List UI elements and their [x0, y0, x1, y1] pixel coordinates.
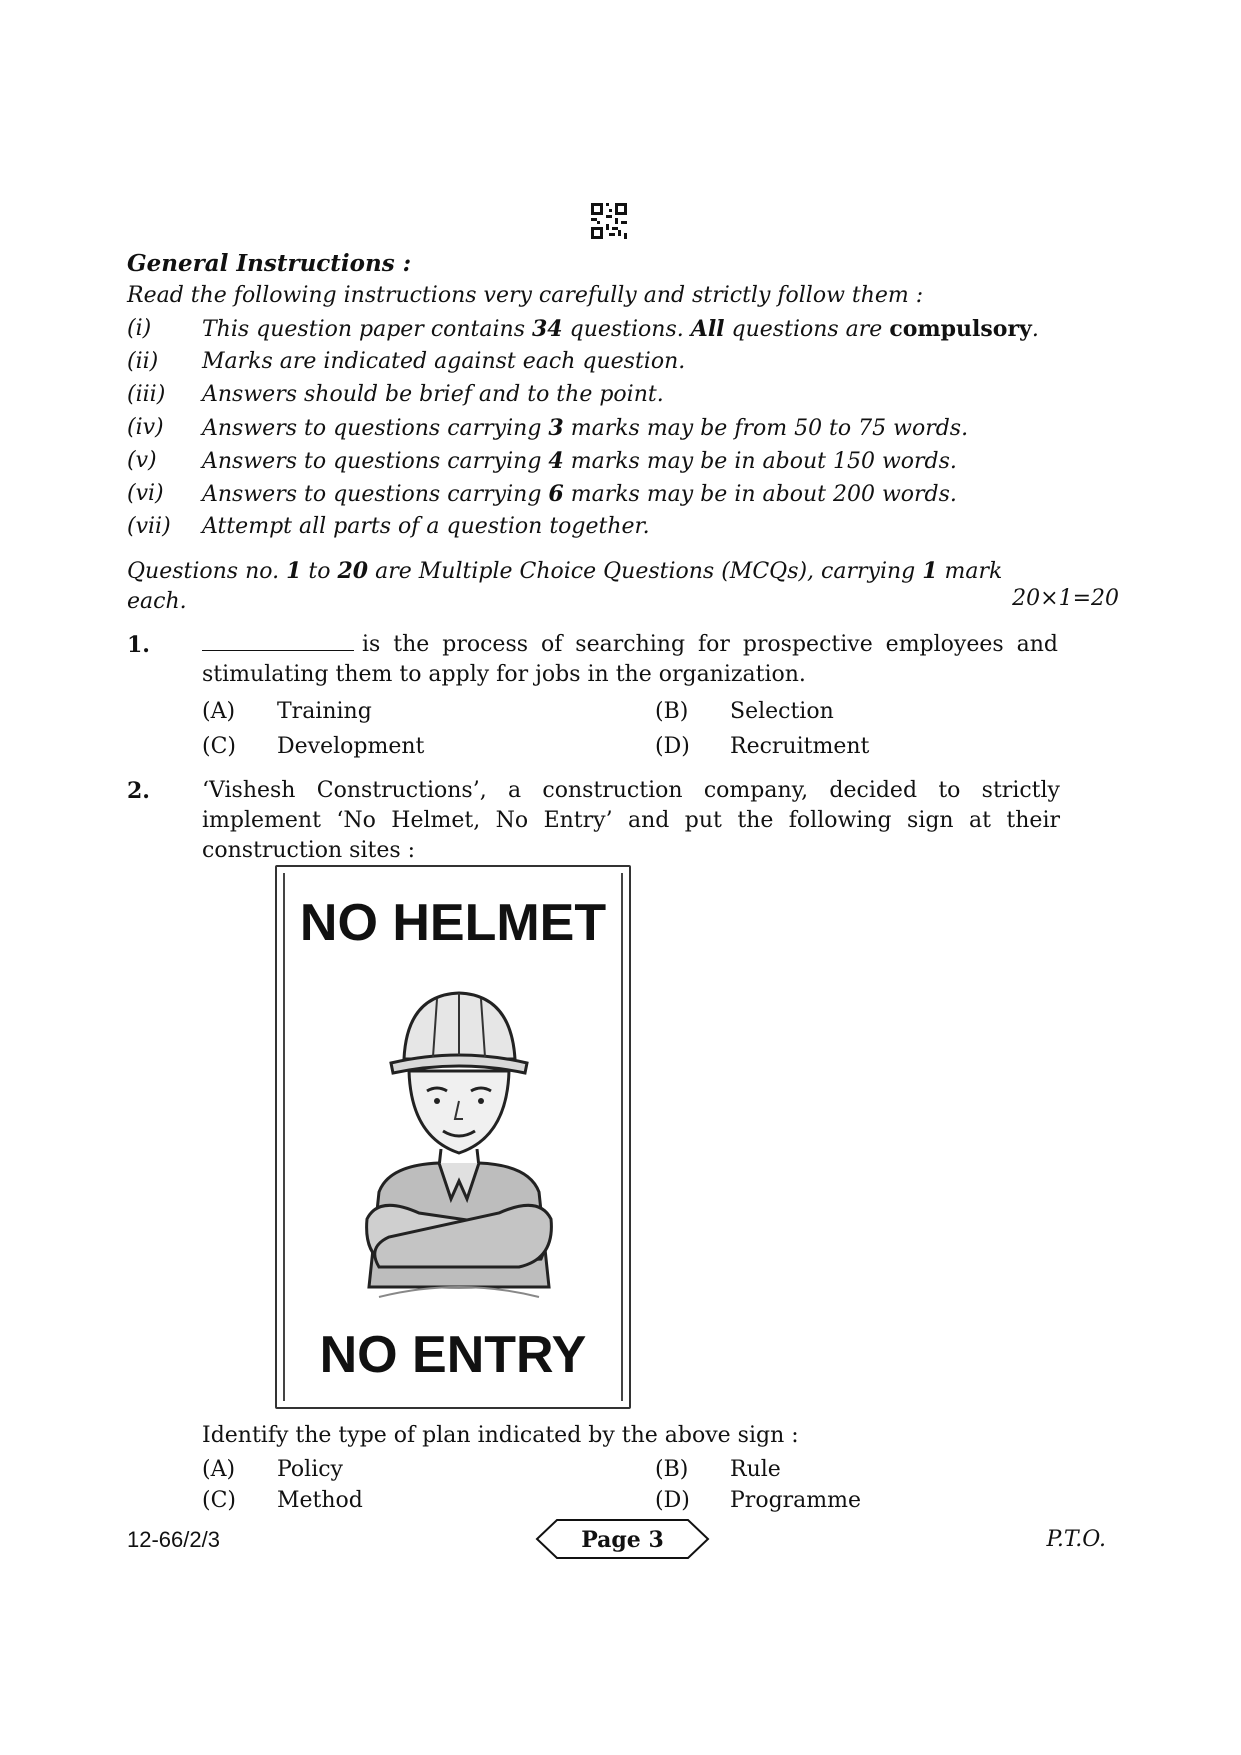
- mcq-section-note: Questions no. 1 to 20 are Multiple Choice Questions (MCQs), carrying 1 mark each.: [127, 558, 1003, 614]
- pto-label: P.T.O.: [1046, 1527, 1106, 1552]
- paper-code: 12-66/2/3: [127, 1527, 220, 1552]
- general-instructions-title: General Instructions :: [127, 250, 412, 277]
- mcq-marks: 20×1=20: [1012, 586, 1119, 611]
- general-instructions-intro: Read the following instructions very carefully and strictly follow them :: [127, 283, 924, 308]
- qr-code-icon: [591, 203, 627, 239]
- answer-blank: [202, 632, 354, 651]
- page-number: Page 3: [581, 1527, 664, 1553]
- sign-bottom-text: NO ENTRY: [319, 1326, 587, 1384]
- sign-top-text: NO HELMET: [299, 894, 607, 952]
- question-text: is the process of searching for prospective employees and stimulating them to apply for jobs in the organization.: [202, 632, 1058, 687]
- construction-worker-icon: [319, 967, 589, 1307]
- question-prompt: Identify the type of plan indicated by the above sign :: [202, 1423, 799, 1448]
- no-helmet-sign: [275, 865, 631, 1409]
- question-text: ‘Vishesh Constructions’, a construction company, decided to strictly implement ‘No Helmet, No Entry’ and put the following sign at their construction sites :: [202, 778, 1060, 863]
- question-number: 2.: [127, 778, 150, 804]
- question-number: 1.: [127, 632, 150, 658]
